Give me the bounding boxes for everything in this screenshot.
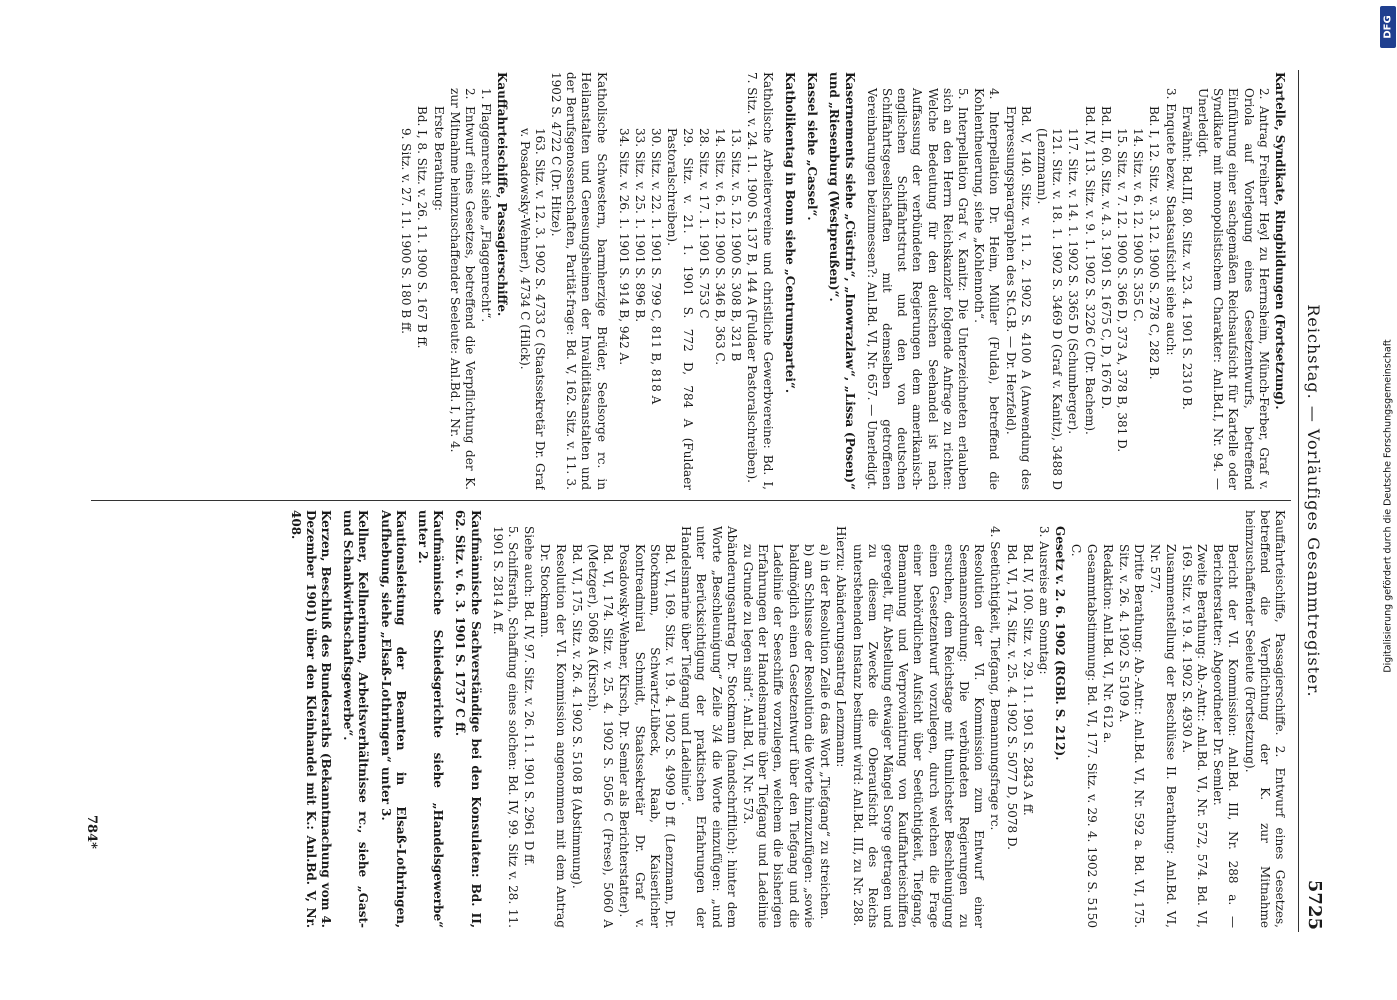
entry: 121. Sitz. v. 18. 1. 1902 S. 3469 D (Graf v. Kanitz), 3488 D (Lenzmann). — [1034, 128, 1065, 490]
entry: 14. Sitz. v. 6. 12. 1900 S. 346 B, 363 C. — [713, 128, 728, 366]
entry: Resolution der VI. Kommission zum Entwurf einer Seemannsordnung: Die verbündeten Regierungen zu ersuchen, dem Reichstage mit thunlichster Beschleunigung einen Gesetzentwurf vorzulegen, durch welchen die Frage einer behördlichen Aufsicht über Seetüchtigkeit, Tiefgang, Bemannung und Verproviantirung von Kauffahrteischiffen geregelt, für Abstellung etwaiger Mängel Sorge getragen und zu diesem Zwecke die Oberaufsicht des Reichs unterstehenden Instanz bestimmt wird: Anl.Bd. III, zu Nr. 288. — [850, 544, 987, 928]
entry: 9. Sitz. v. 27. 11. 1900 S. 180 B ff. — [399, 128, 414, 334]
entry: Gesammtabstimmung: Bd. VI, 177. Sitz. v. 29. 4. 1902 S. 5150 C. — [1069, 544, 1099, 928]
entry-heading: Katholische Arbeitervereine und christliche Gewerbvereine: Bd. I, 7. Sitz. v. 24. 11. 1900 S. 137 B, 144 A (Fuldaer Pastoralschreiben). — [745, 72, 775, 490]
page-number: 5725 — [1304, 879, 1325, 930]
entry: Bd. I, 12. Sitz. v. 3. 12. 1900 S. 278 C, 282 B. — [1147, 106, 1162, 380]
entry-heading: Kartelle, Syndikate, Ringbildungen (Fortsetzung). — [1273, 72, 1287, 410]
column-divider — [91, 500, 1291, 501]
left-column — [82, 72, 1287, 490]
entry: 3. Enquete bezw. Staatsaufsicht siehe auch: — [1163, 88, 1178, 356]
running-title: Reichstag. — Vorläufiges Gesammtregister. — [1304, 304, 1323, 698]
entry: 163. Sitz. v. 12. 3. 1902 S. 4733 C (Staatssekretär Dr. Graf v. Posadowsky-Wehner), 4734 C (Hilck). — [517, 128, 547, 490]
entry: Bd. IV, 100. Sitz. v. 29. 11. 1901 S. 2843 A ff. — [1020, 544, 1035, 816]
entry-heading: Katholikentag in Bonn siehe „Centrumspartei“. — [782, 72, 797, 394]
entry: Erwähnt: Bd.III, 80. Sitz. v. 23. 4. 1901 S. 2310 B. — [1179, 106, 1194, 410]
digitization-sidebar — [1380, 6, 1396, 994]
page-header — [1298, 70, 1325, 932]
entry-heading: Kauffahrteischiffe, Passagierschiffe. — [495, 72, 510, 317]
entry: Siehe auch: Bd. IV, 97. Sitz. v. 26. 11. 1901 S. 2961 D ff. — [522, 526, 537, 867]
entry: 4. Seetüchtigkeit, Tiefgang, Bemannungsfrage rc. — [988, 526, 1003, 831]
entry-heading: Kautionsleistung der Beamten in Elsaß-Lothringen, Aufhebung, siehe „Elsaß-Lothringen“ unter 3. — [378, 510, 408, 928]
dfg-logo: DFG — [1380, 6, 1396, 48]
entry-heading: Katholische Schwestern, barmherzige Brüder, Seelsorge rc. in Heilanstalten und Genesungsheimen der Invaliditätsanstalten und der Berufsgenossenschaften, Parität-frage: Bd. V, 162. Sitz. v. 11. 3. 1902 S. 4722 C (Dr. Hitze). — [549, 72, 609, 490]
entry: Redaktion: Anl.Bd. VI, Nr. 612 a. — [1100, 544, 1115, 744]
entry: 3. Ausreise am Sonntag: — [1036, 526, 1051, 675]
entry: 5. Interpellation Graf v. Kanitz: Die Unterzeichneten erlauben sich an den Herrn Reichskanzler folgende Anfrage zu richten: Welche Bedeutung für den deutschen Seehandel ist nach Auffassung der verbündeten Regierungen dem amerikanisch-englischen Schiffahrtstrust und den von deutschen Schiffahrtsgesellschaften mit demselben getroffenen Vereinbarungen beizumessen?: Anl.Bd. VI, Nr. 657. — Unerledigt. — [864, 88, 970, 490]
entry: Bd. VI, 174. Sitz. v. 25. 4. 1902 S. 5056 C (Frese), 5060 A (Metzger), 5068 A (Kirsch). — [586, 544, 616, 928]
entry: 30. Sitz. v. 22. 1. 1901 S. 799 C, 811 B, 818 A — [649, 128, 664, 405]
entry: Erste Berathung: — [431, 106, 446, 211]
entry: 34. Sitz. v. 26. 1. 1901 S. 914 B, 942 A. — [616, 128, 631, 366]
entry: 13. Sitz. v. 5. 12. 1900 S. 308 B, 321 B — [729, 128, 744, 362]
funding-note: Digitalisierung gefördert durch die Deutsche Forschungsgemeinschaft — [1382, 339, 1394, 673]
entry: 2. Antrag Freiherr Heyl zu Herrnsheim, Münch-Ferber, Graf v. Oriola auf Vorlegung eines Gesetzentwurfs, betreffend Einführung einer sachgemäßen Reichsaufsicht für Kartelle oder Syndikate mit monopolistischem Charakter: Anl.Bd.I, Nr. 94. — Unerledigt. — [1195, 88, 1271, 490]
entry: Zusammenstellung der Beschlüsse II. Berathung: Anl.Bd. VI, Nr. 577. — [1148, 544, 1178, 928]
entry: Bd. I, 8. Sitz. v. 26. 11. 1900 S. 167 B ff. — [415, 106, 430, 349]
entry: 4. Interpellation Dr. Heim, Müller (Fulda), betreffend die Kohlentheuerung, siehe „Kohlennoth“. — [972, 88, 1002, 490]
entry: Bd. VI, 174. Sitz. v. 25. 4. 1902 S. 5077 D, 5078 D. — [1004, 544, 1019, 850]
entry: 28. Sitz. v. 17. 1. 1901 S. 753 C — [696, 128, 711, 319]
entry-heading: Kaufmännische Schiedsgerichte siehe „Handelsgewerbe“ unter 2. — [416, 510, 446, 928]
entry: b) am Schlusse der Resolution die Worte hinzuzufügen: „sowie baldmöglich einen Gesetzentwurf über den Tiefgang und die Ladelinie der Seeschiffe vorzulegen, welchem die bisherigen Erfahrungen der Handelsmarine über Tiefgang und Ladelinie zu Grunde zu legen sind“: Anl.Bd. VI, Nr. 573. — [741, 544, 816, 928]
entry-heading: Kasernements siehe „Cüstrin“, „Inowrazlaw“, „Lissa (Posen)“ und „Riesenburg (Westpreußen)“. — [827, 72, 857, 490]
entry: Bd. II, 60. Sitz. v. 4. 3. 1901 S. 1675 C, D, 1676 D. — [1098, 106, 1113, 410]
entry: 29. Sitz. v. 21. 1. 1901 S. 772 D, 784 A (Fuldaer Pastoralschreiben). — [665, 128, 695, 490]
entry: Bd. VI, 175. Sitz. v. 26. 4. 1902 S. 5108 B (Abstimmung). — [569, 544, 584, 889]
entry: Bd. VI, 169. Sitz. v. 19. 4. 1902 S. 4909 D ff. (Lenzmann, Dr. Stockmann, Schwartz-Lübeck, Raab, Kaiserlicher Kontreadmiral Schmidt, Staatssekretär Dr. Graf v. Posadowsky-Wehner, Kirsch, Dr. Semler als Berichterstatter). — [617, 544, 678, 928]
entry: Abänderungsantrag Dr. Stockmann (handschriftlich): hinter dem Worte „Beschleunigung“ Zeile 3/4 die Worte einzufügen: „und unter Berücksichtigung der praktischen Erfahrungen der Handelsmarine über Tiefgang und Ladelinie“. — [679, 526, 739, 928]
entry: Bd. IV, 113. Sitz. v. 9. 1. 1902 S. 3226 C (Dr. Bachem). — [1082, 106, 1097, 435]
entry-heading: Kerzen, Beschluß des Bundesraths (Bekanntmachung vom 4. Dezember 1901) über den Kleinhandel mit K.: Anl.Bd. V, Nr. 408. — [288, 510, 334, 928]
entry: Gesetz v. 2. 6. 1902 (RGBl. S. 212). — [1053, 526, 1068, 761]
entry: 33. Sitz. v. 25. 1. 1901 S. 896 B. — [633, 128, 648, 323]
entry: 15. Sitz. v. 7. 12. 1900 S. 366 D, 373 A, 378 B, 381 D. — [1114, 128, 1129, 453]
entry-heading: Kassel siehe „Cassel“. — [805, 72, 820, 221]
entry-heading: Kellner, Kellnerinnen, Arbeitsverhältnisse rc., siehe „Gast- und Schankwirthschaftsgewerbe“. — [341, 510, 371, 928]
entry: Resolution der VI. Kommission angenommen mit dem Antrag Dr. Stockmann. — [538, 544, 568, 928]
entry: Zweite Berathung: Ab.-Antr.: Anl.Bd. VI, Nr. 572, 574. Bd. VI, 169. Sitz. v. 19. 4. 1902 S. 4930 A. — [1179, 544, 1209, 928]
folio-mark: 784* — [84, 815, 99, 849]
right-column — [82, 510, 1287, 928]
entry: 1. Flaggenrecht siehe „Flaggenrecht“. — [479, 88, 494, 323]
entry: 5. Schiffsrath, Schaffung eines solchen: Bd. IV, 99. Sitz v. 28. 11. 1901 S. 2814 A ff. — [490, 526, 521, 928]
entry: Bd. V, 140. Sitz. v. 11. 2. 1902 S. 4100 A (Anwendung des Erpressungsparagraphen des St.G.B. — Dr. Herzfeld). — [1003, 106, 1033, 490]
entry-heading: Kauffahrteischiffe, Passagierschiffe. 2. Entwurf eines Gesetzes, betreffend die Verpflichtung der K. zur Mitnahme heimzuschaffender Seeleute (Fortsetzung). — [1242, 510, 1287, 928]
entry: a) in der Resolution Zeile 6 das Wort „Tiefgang“ zu streichen. — [818, 544, 833, 920]
entry: 2. Entwurf eines Gesetzes, betreffend die Verpflichtung der K. zur Mitnahme heimzuschaffender Seeleute: Anl.Bd. I, Nr. 4. — [447, 88, 478, 490]
entry: Bericht der VI. Kommission: Anl.Bd. III, Nr. 288 a. — Berichterstatter: Abgeordneter Dr. Semler. — [1211, 544, 1241, 928]
entry: 117. Sitz. v. 14. 1. 1902 S. 3365 D (Schumberger). — [1066, 128, 1081, 435]
rotated-page — [75, 70, 1325, 932]
entry: Hierzu: Abänderungsantrag Lenzmann: — [834, 526, 849, 768]
entry: Dritte Berathung: Ab.-Antr.: Anl.Bd. VI, Nr. 592 a. Bd. VI, 175. Sitz. v. 26. 4. 1902 S. 5109 A. — [1116, 544, 1147, 928]
entry: 14. Sitz. v. 6. 12. 1900 S. 355 C. — [1131, 128, 1146, 322]
entry-heading: Kaufmännische Sachverständige bei den Konsulaten: Bd. II, 62. Sitz. v. 6. 3. 1901 S. 1737 C ff. — [453, 510, 483, 928]
